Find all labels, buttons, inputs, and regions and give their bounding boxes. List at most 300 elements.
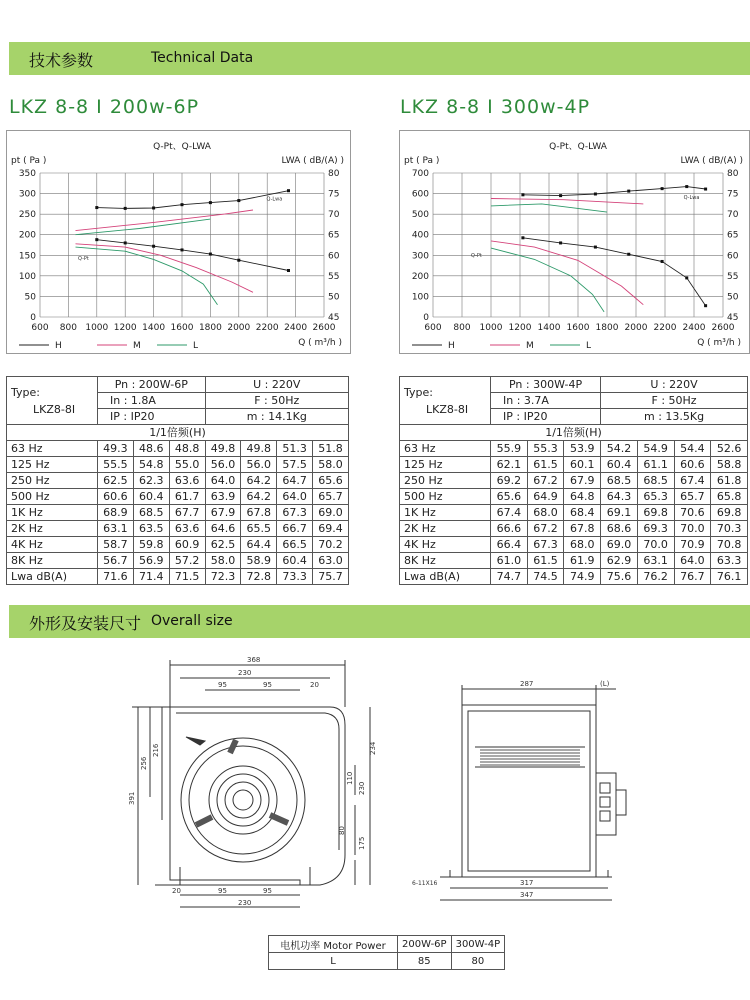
spec-table-200w: [6, 376, 349, 585]
y-right-tick-label: 60: [328, 251, 340, 262]
performance-chart-300w: [399, 130, 750, 354]
spec-value: 70.0: [674, 521, 711, 537]
y-right-axis-label: LWA ( dB/(A) ): [680, 156, 743, 166]
spec-row-label: 63 Hz: [400, 441, 491, 457]
spec-value: 52.6: [711, 441, 748, 457]
dim-317: 317: [520, 879, 534, 887]
front-view: [132, 660, 370, 907]
y-left-tick-label: 0: [423, 313, 429, 323]
y-left-tick-label: 350: [18, 169, 36, 179]
type-cell: [7, 377, 98, 425]
spec-value: 55.3: [527, 441, 564, 457]
spec-value: 61.0: [491, 553, 528, 569]
spec-value: 66.6: [491, 521, 528, 537]
spec-row-label: 4K Hz: [7, 537, 98, 553]
y-left-tick-label: 100: [411, 292, 429, 303]
dim-230-top: 230: [238, 669, 252, 677]
lwa-curve-L: [76, 219, 211, 235]
section-title-cn: 外形及安装尺寸: [29, 614, 142, 633]
spec-value: 61.5: [527, 553, 564, 569]
model-title-300w: LKZ 8-8 I 300w-4P: [400, 96, 591, 118]
y-right-tick-label: 60: [727, 251, 739, 262]
pressure-curve-L: [491, 248, 604, 312]
y-left-axis-label: pt ( Pa ): [11, 156, 47, 166]
pressure-point-H: [521, 236, 524, 239]
dim-175: 175: [358, 836, 366, 850]
spec-value: 69.3: [637, 521, 674, 537]
x-tick-label: 600: [31, 323, 49, 333]
spec-value: 56.0: [241, 457, 277, 473]
spec-row-label: 500 Hz: [7, 489, 98, 505]
y-right-tick-label: 55: [727, 271, 739, 282]
performance-chart-200w: [6, 130, 351, 354]
dim-L: (L): [600, 680, 610, 688]
x-tick-label: 2400: [284, 323, 308, 333]
spec-value: 70.3: [711, 521, 748, 537]
pressure-curve-M: [491, 241, 643, 305]
y-left-tick-label: 100: [18, 271, 36, 282]
spec-value: 54.9: [637, 441, 674, 457]
octave-band-header: 1/1倍频(H): [400, 425, 748, 441]
y-left-tick-label: 200: [18, 230, 36, 241]
spec-value: 55.0: [169, 457, 205, 473]
spec-value: 64.6: [205, 521, 241, 537]
dim-95-c: 95: [218, 887, 227, 895]
x-tick-label: 1800: [198, 323, 222, 333]
legend-label-M: M: [526, 341, 534, 351]
spec-value: 69.0: [313, 505, 349, 521]
dim-230-bot: 230: [238, 899, 252, 907]
y-right-tick-label: 50: [328, 292, 340, 303]
spec-value: 75.7: [313, 569, 349, 585]
spec-value: 74.9: [564, 569, 601, 585]
motor-power-value-300w: 80: [451, 953, 505, 970]
spec-value: 68.5: [637, 473, 674, 489]
spec-row: [7, 473, 349, 489]
lwa-point-H: [124, 207, 127, 210]
pressure-point-H: [95, 238, 98, 241]
spec-value: 63.6: [169, 473, 205, 489]
lwa-point-H: [521, 193, 524, 196]
spec-row: [400, 441, 748, 457]
overall-size-drawing: [0, 645, 750, 925]
spec-value: 71.4: [133, 569, 169, 585]
curve-label-pt: Q-Pt: [78, 255, 89, 262]
spec-value: 63.6: [169, 521, 205, 537]
x-tick-label: 1800: [595, 323, 619, 333]
x-axis-label: Q ( m³/h ): [697, 338, 741, 348]
pressure-point-H: [152, 245, 155, 248]
spec-row: [7, 569, 349, 585]
spec-value: 64.2: [241, 489, 277, 505]
spec-row: [400, 473, 748, 489]
pressure-point-H: [237, 259, 240, 262]
spec-value: 49.8: [205, 441, 241, 457]
spec-row: [7, 505, 349, 521]
spec-value: 68.5: [133, 505, 169, 521]
spec-value: 60.4: [277, 553, 313, 569]
curve-label-lwa: Q-Lwa: [683, 195, 700, 202]
lwa-curve-M: [76, 210, 254, 231]
spec-value: 67.3: [527, 537, 564, 553]
spec-value: 63.1: [637, 553, 674, 569]
f-cell: F : 50Hz: [205, 393, 348, 409]
y-left-tick-label: 200: [411, 271, 429, 282]
spec-value: 63.9: [205, 489, 241, 505]
x-tick-label: 1600: [566, 323, 590, 333]
dim-391: 391: [128, 791, 136, 805]
spec-value: 75.6: [601, 569, 638, 585]
spec-value: 64.4: [241, 537, 277, 553]
pressure-point-H: [559, 241, 562, 244]
dim-234: 234: [369, 741, 377, 755]
spec-value: 48.6: [133, 441, 169, 457]
y-left-tick-label: 250: [18, 210, 36, 221]
lwa-point-H: [685, 185, 688, 188]
spec-value: 69.8: [711, 505, 748, 521]
spec-value: 57.2: [169, 553, 205, 569]
spec-value: 60.1: [564, 457, 601, 473]
spec-row-label: 1K Hz: [400, 505, 491, 521]
x-tick-label: 2400: [682, 323, 706, 333]
spec-value: 62.1: [491, 457, 528, 473]
f-cell: F : 50Hz: [601, 393, 748, 409]
spec-row-label: 63 Hz: [7, 441, 98, 457]
y-right-tick-label: 75: [727, 189, 739, 200]
spec-row-label: 250 Hz: [400, 473, 491, 489]
x-tick-label: 1200: [113, 323, 137, 333]
motor-power-value-200w: 85: [398, 953, 452, 970]
spec-value: 64.2: [241, 473, 277, 489]
spec-row: [7, 521, 349, 537]
spec-value: 67.7: [169, 505, 205, 521]
section-title-en: Technical Data: [151, 50, 254, 66]
type-value: LKZ8-8I: [33, 402, 76, 416]
spec-row-label: 125 Hz: [7, 457, 98, 473]
spec-value: 51.3: [277, 441, 313, 457]
pressure-point-H: [209, 253, 212, 256]
y-left-axis-label: pt ( Pa ): [404, 156, 440, 166]
spec-value: 70.8: [711, 537, 748, 553]
spec-value: 69.8: [637, 505, 674, 521]
spec-table-300w: [399, 376, 748, 585]
y-left-tick-label: 500: [411, 210, 429, 221]
type-label: Type:: [11, 385, 40, 399]
x-tick-label: 1000: [85, 323, 109, 333]
spec-value: 61.5: [527, 457, 564, 473]
spec-value: 60.9: [169, 537, 205, 553]
dim-20-top: 20: [310, 681, 319, 689]
motor-power-table: [268, 935, 505, 970]
spec-value: 49.8: [241, 441, 277, 457]
spec-value: 68.4: [564, 505, 601, 521]
spec-value: 69.4: [313, 521, 349, 537]
y-right-tick-label: 75: [328, 189, 340, 200]
spec-value: 53.9: [564, 441, 601, 457]
dim-95-a: 95: [218, 681, 227, 689]
lwa-point-H: [287, 189, 290, 192]
y-right-tick-label: 65: [328, 230, 340, 241]
lwa-point-H: [209, 201, 212, 204]
spec-row-label: 8K Hz: [7, 553, 98, 569]
y-left-tick-label: 600: [411, 189, 429, 200]
lwa-point-H: [152, 206, 155, 209]
chart-title: Q-Pt、Q-LWA: [153, 142, 211, 152]
dim-287: 287: [520, 680, 534, 688]
legend-label-H: H: [448, 341, 455, 351]
y-right-tick-label: 80: [328, 169, 340, 179]
spec-value: 65.7: [674, 489, 711, 505]
spec-value: 64.3: [601, 489, 638, 505]
spec-value: 64.8: [564, 489, 601, 505]
in-cell: In : 3.7A: [491, 393, 601, 409]
section-header-technical-data: [9, 42, 750, 75]
lwa-point-H: [627, 190, 630, 193]
lwa-point-H: [704, 188, 707, 191]
pn-cell: Pn : 300W-4P: [491, 377, 601, 393]
motor-power-header: 电机功率 Motor Power: [269, 936, 398, 953]
m-cell: m : 14.1Kg: [205, 409, 348, 425]
spec-value: 55.5: [98, 457, 134, 473]
spec-value: 68.6: [601, 521, 638, 537]
spec-value: 64.0: [674, 553, 711, 569]
dim-95-d: 95: [263, 887, 272, 895]
spec-value: 62.5: [98, 473, 134, 489]
spec-value: 63.1: [98, 521, 134, 537]
spec-value: 67.9: [564, 473, 601, 489]
spec-value: 66.4: [491, 537, 528, 553]
spec-value: 60.6: [674, 457, 711, 473]
y-right-tick-label: 70: [328, 210, 340, 221]
spec-value: 67.9: [205, 505, 241, 521]
legend-label-H: H: [55, 341, 62, 351]
spec-value: 49.3: [98, 441, 134, 457]
spec-value: 61.8: [711, 473, 748, 489]
spec-value: 62.9: [601, 553, 638, 569]
spec-value: 65.8: [711, 489, 748, 505]
chart-svg: [400, 131, 749, 353]
pn-cell: Pn : 200W-6P: [98, 377, 206, 393]
y-right-tick-label: 45: [727, 313, 739, 323]
section-header-overall-size: [9, 605, 750, 638]
spec-row: [400, 457, 748, 473]
pressure-curve-M: [76, 244, 254, 292]
u-cell: U : 220V: [205, 377, 348, 393]
x-tick-label: 1400: [142, 323, 166, 333]
spec-row: [400, 553, 748, 569]
x-axis-label: Q ( m³/h ): [298, 338, 342, 348]
spec-value: 56.9: [133, 553, 169, 569]
spec-row-label: 8K Hz: [400, 553, 491, 569]
spec-value: 58.0: [313, 457, 349, 473]
y-left-tick-label: 300: [411, 251, 429, 262]
spec-value: 54.2: [601, 441, 638, 457]
spec-row-label: 2K Hz: [400, 521, 491, 537]
spec-value: 72.3: [205, 569, 241, 585]
pressure-point-H: [627, 253, 630, 256]
spec-value: 65.6: [313, 473, 349, 489]
x-tick-label: 2600: [312, 323, 336, 333]
spec-value: 55.9: [491, 441, 528, 457]
impeller-blades: [480, 750, 580, 765]
spec-value: 60.4: [133, 489, 169, 505]
spec-row: [400, 505, 748, 521]
lwa-point-H: [237, 199, 240, 202]
spec-value: 71.5: [169, 569, 205, 585]
front-dimensions: [128, 656, 377, 907]
spec-value: 63.3: [711, 553, 748, 569]
dim-110: 110: [346, 771, 354, 785]
spec-value: 67.2: [527, 473, 564, 489]
dim-20-bot: 20: [172, 887, 181, 895]
spec-value: 70.9: [674, 537, 711, 553]
spec-value: 63.0: [313, 553, 349, 569]
y-left-tick-label: 150: [18, 251, 36, 262]
pressure-point-H: [594, 246, 597, 249]
spec-value: 67.3: [277, 505, 313, 521]
ip-cell: IP : IP20: [98, 409, 206, 425]
spec-value: 70.2: [313, 537, 349, 553]
spec-value: 61.1: [637, 457, 674, 473]
spec-value: 65.3: [637, 489, 674, 505]
legend-label-L: L: [586, 341, 592, 351]
x-tick-label: 2200: [653, 323, 677, 333]
spec-row: [400, 537, 748, 553]
spec-value: 60.6: [98, 489, 134, 505]
x-tick-label: 800: [453, 323, 471, 333]
spec-value: 64.0: [277, 489, 313, 505]
type-cell: [400, 377, 491, 425]
spec-value: 68.5: [601, 473, 638, 489]
spec-value: 64.9: [527, 489, 564, 505]
y-left-tick-label: 300: [18, 189, 36, 200]
x-tick-label: 1200: [508, 323, 532, 333]
section-title-cn: 技术参数: [29, 51, 94, 70]
y-right-axis-label: LWA ( dB/(A) ): [281, 156, 344, 166]
y-right-tick-label: 65: [727, 230, 739, 241]
spec-value: 67.8: [564, 521, 601, 537]
u-cell: U : 220V: [601, 377, 748, 393]
spec-value: 54.8: [133, 457, 169, 473]
spec-value: 67.4: [491, 505, 528, 521]
dim-256: 256: [140, 756, 148, 770]
spec-value: 71.6: [98, 569, 134, 585]
ip-cell: IP : IP20: [491, 409, 601, 425]
spec-row: [400, 569, 748, 585]
spec-row: [7, 489, 349, 505]
spec-value: 72.8: [241, 569, 277, 585]
pressure-point-H: [661, 260, 664, 263]
lwa-point-H: [95, 206, 98, 209]
spec-row: [7, 537, 349, 553]
spec-value: 65.7: [313, 489, 349, 505]
spec-row-label: 500 Hz: [400, 489, 491, 505]
spec-row: [400, 521, 748, 537]
dim-216: 216: [152, 743, 160, 757]
dim-368: 368: [247, 656, 261, 664]
curve-label-pt: Q-Pt: [471, 252, 482, 259]
x-tick-label: 800: [59, 323, 77, 333]
spec-value: 61.7: [169, 489, 205, 505]
lwa-point-H: [594, 192, 597, 195]
spec-value: 70.0: [637, 537, 674, 553]
lwa-curve-H: [523, 187, 706, 196]
spec-value: 68.0: [527, 505, 564, 521]
y-right-tick-label: 55: [328, 271, 340, 282]
curve-label-lwa: Q-Lwa: [266, 196, 283, 203]
model-title-200w: LKZ 8-8 I 200w-6P: [9, 96, 200, 118]
spec-value: 58.7: [98, 537, 134, 553]
pressure-point-H: [704, 304, 707, 307]
y-right-tick-label: 45: [328, 313, 340, 323]
in-cell: In : 1.8A: [98, 393, 206, 409]
side-dimensions: [412, 680, 610, 899]
pressure-point-H: [181, 248, 184, 251]
y-left-tick-label: 400: [411, 230, 429, 241]
type-value: LKZ8-8I: [426, 402, 469, 416]
spec-value: 51.8: [313, 441, 349, 457]
side-view: [440, 685, 626, 900]
spec-value: 66.5: [277, 537, 313, 553]
spec-row-label: 4K Hz: [400, 537, 491, 553]
y-right-tick-label: 50: [727, 292, 739, 303]
dim-80: 80: [338, 826, 346, 835]
spec-value: 61.9: [564, 553, 601, 569]
spec-value: 62.3: [133, 473, 169, 489]
spec-row: [7, 553, 349, 569]
spec-value: 74.7: [491, 569, 528, 585]
spec-value: 68.0: [564, 537, 601, 553]
m-cell: m : 13.5Kg: [601, 409, 748, 425]
spec-row: [7, 457, 349, 473]
pressure-point-H: [124, 241, 127, 244]
spec-value: 65.5: [241, 521, 277, 537]
lwa-curve-M: [491, 199, 643, 204]
spec-row-label: 250 Hz: [7, 473, 98, 489]
dim-347: 347: [520, 891, 534, 899]
x-tick-label: 2200: [255, 323, 279, 333]
spec-value: 63.5: [133, 521, 169, 537]
legend-label-L: L: [193, 341, 199, 351]
x-tick-label: 2000: [624, 323, 648, 333]
lwa-point-H: [559, 194, 562, 197]
spec-value: 64.0: [205, 473, 241, 489]
spec-row-label: Lwa dB(A): [400, 569, 491, 585]
spec-value: 59.8: [133, 537, 169, 553]
spec-value: 69.0: [601, 537, 638, 553]
spec-value: 58.8: [711, 457, 748, 473]
pressure-point-H: [287, 269, 290, 272]
x-tick-label: 600: [424, 323, 442, 333]
chart-title: Q-Pt、Q-LWA: [549, 142, 607, 152]
spec-value: 76.1: [711, 569, 748, 585]
spec-value: 76.7: [674, 569, 711, 585]
x-tick-label: 2600: [711, 323, 735, 333]
x-tick-label: 1600: [170, 323, 194, 333]
y-right-tick-label: 80: [727, 169, 739, 179]
spec-row-label: 1K Hz: [7, 505, 98, 521]
spec-value: 73.3: [277, 569, 313, 585]
spec-value: 57.5: [277, 457, 313, 473]
dim-230-side: 230: [358, 781, 366, 795]
lwa-point-H: [661, 187, 664, 190]
octave-band-header: 1/1倍频(H): [7, 425, 349, 441]
type-label: Type:: [404, 385, 433, 399]
spec-value: 68.9: [98, 505, 134, 521]
spec-value: 67.4: [674, 473, 711, 489]
spec-value: 60.4: [601, 457, 638, 473]
spec-value: 65.6: [491, 489, 528, 505]
